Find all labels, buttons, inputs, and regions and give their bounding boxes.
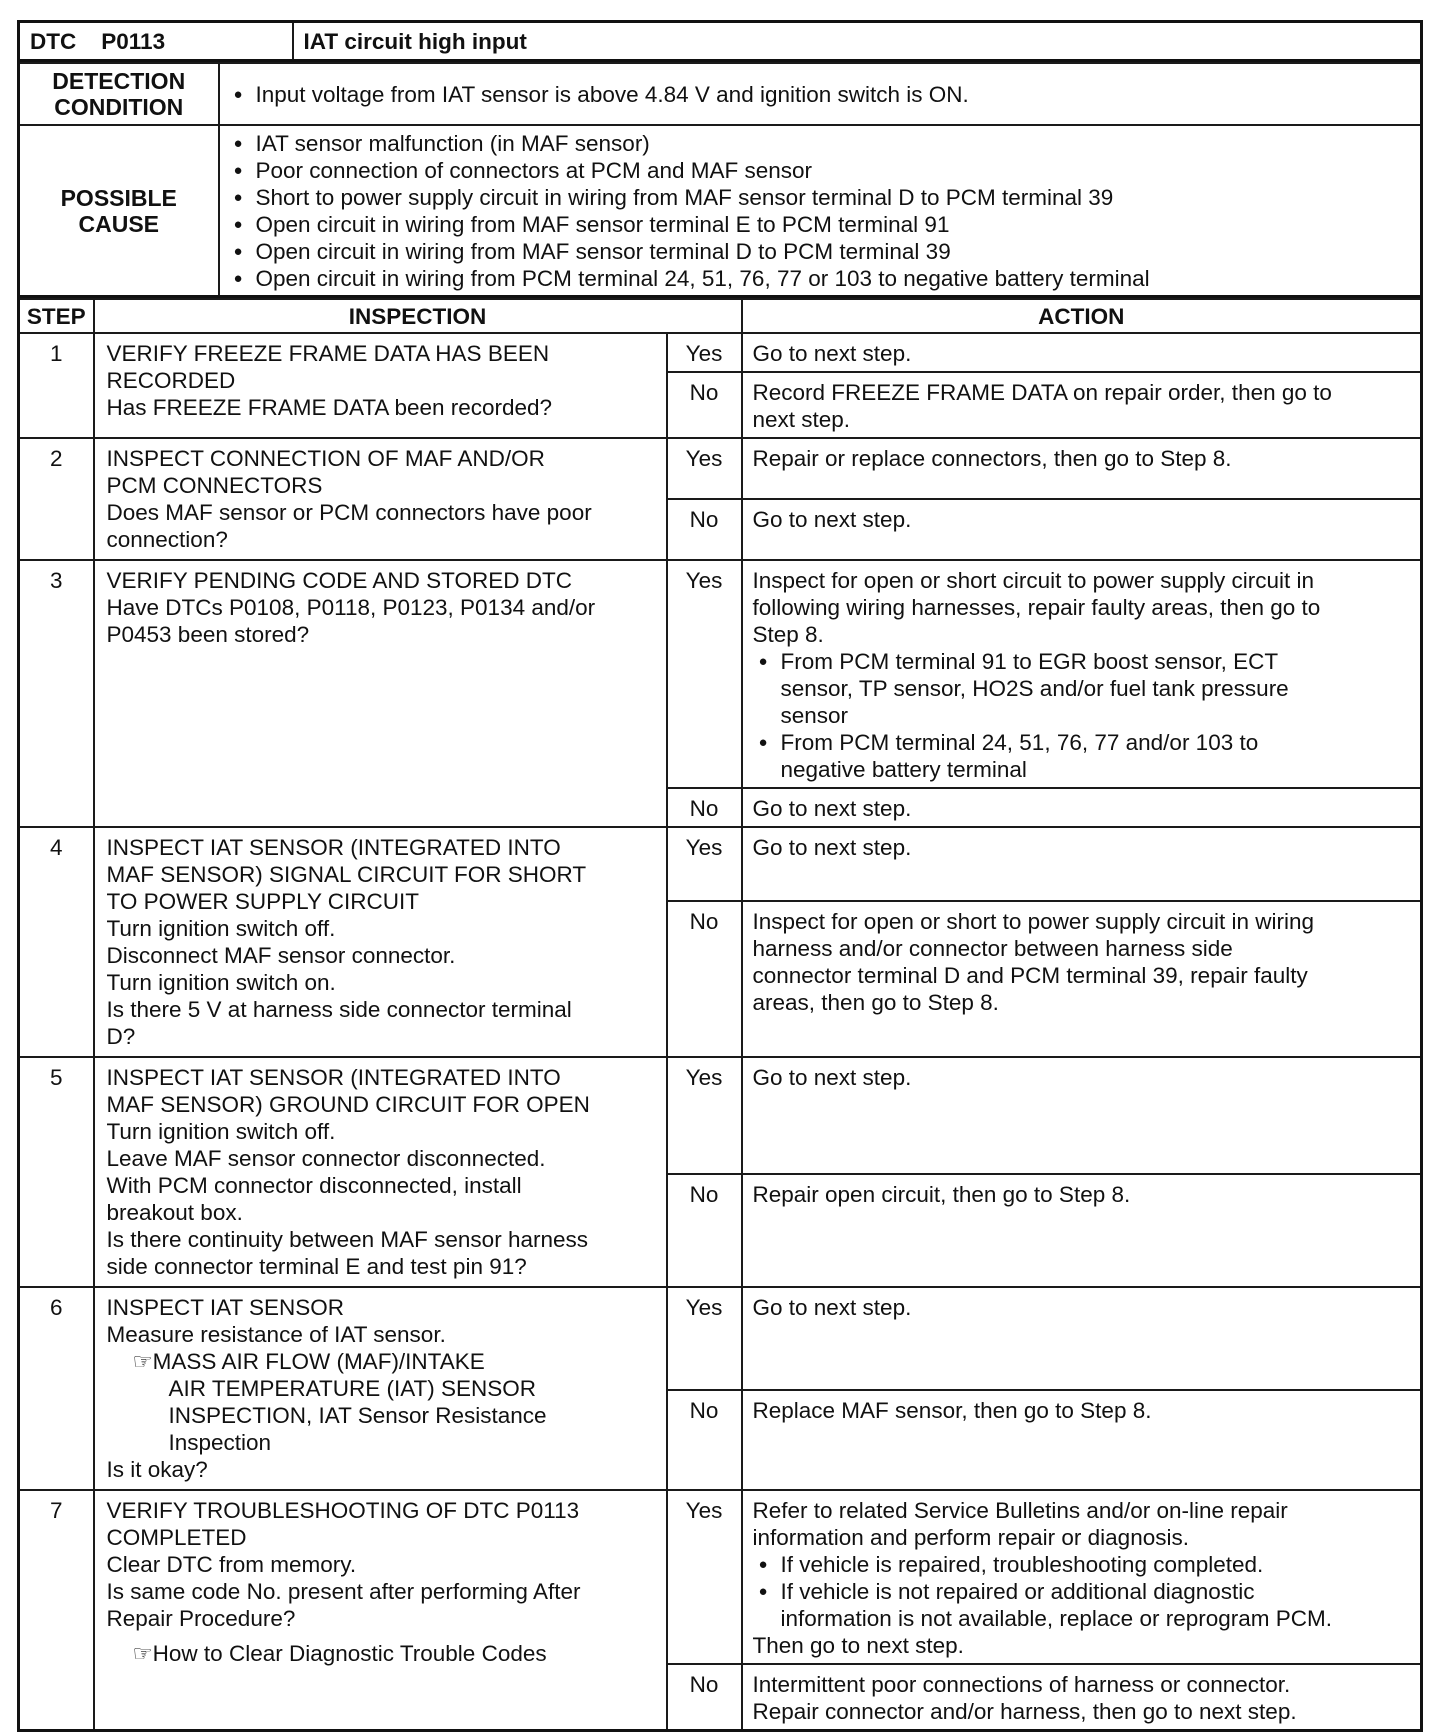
- column-header-action: ACTION: [742, 299, 1422, 333]
- bullet-line: sensor: [780, 703, 849, 728]
- yes-label: Yes: [667, 827, 742, 901]
- action-line: Go to next step.: [752, 1295, 912, 1320]
- inspection-line: breakout box.: [106, 1200, 243, 1225]
- bullet-line: sensor, TP sensor, HO2S and/or fuel tank pressure: [780, 676, 1289, 701]
- possible-cause-list: [228, 130, 1413, 292]
- step-row-yes: [19, 333, 1422, 372]
- inspection-line: With PCM connector disconnected, install: [106, 1173, 522, 1198]
- bullet-line: ● From PCM terminal 24, 51, 76, 77 and/or 103 to: [780, 730, 1259, 755]
- yes-action: [742, 1057, 1422, 1174]
- action-bullet-item: [753, 729, 1411, 783]
- inspection-line: Is it okay?: [106, 1457, 208, 1482]
- action-line: Go to next step.: [752, 507, 912, 532]
- step-row-yes: [19, 1490, 1422, 1664]
- yes-action: [742, 438, 1422, 499]
- inspection-reference: [107, 1348, 656, 1456]
- bullet-line: ● From PCM terminal 91 to EGR boost sensor, ECT: [780, 649, 1279, 674]
- inspection-line: Measure resistance of IAT sensor.: [106, 1322, 446, 1347]
- step-inspection: [94, 1490, 667, 1731]
- step-inspection: [94, 333, 667, 438]
- yes-label: Yes: [667, 560, 742, 788]
- step-number: 7: [19, 1490, 94, 1731]
- cause-item: ● Open circuit in wiring from MAF sensor terminal D to PCM terminal 39: [228, 238, 1413, 265]
- inspection-line: RECORDED: [106, 368, 236, 393]
- pointing-hand-icon: ☞: [132, 1641, 153, 1666]
- detection-label-line1: DETECTION: [52, 68, 186, 94]
- inspection-line: TO POWER SUPPLY CIRCUIT: [106, 889, 420, 914]
- column-header-step: STEP: [19, 299, 94, 333]
- no-action: [742, 901, 1422, 1057]
- action-bullet-item: [753, 648, 1411, 729]
- no-action: [742, 1664, 1422, 1731]
- inspection-line: Disconnect MAF sensor connector.: [106, 943, 456, 968]
- action-line: Record FREEZE FRAME DATA on repair order, then go to: [752, 380, 1332, 405]
- inspection-line: VERIFY TROUBLESHOOTING OF DTC P0113: [106, 1498, 580, 1523]
- inspection-line: PCM CONNECTORS: [106, 473, 323, 498]
- inspection-line: INSPECT IAT SENSOR (INTEGRATED INTO: [106, 1065, 561, 1090]
- yes-action: [742, 333, 1422, 372]
- no-label: No: [667, 499, 742, 560]
- dtc-code-cell: [19, 22, 293, 61]
- inspection-line: MAF SENSOR) GROUND CIRCUIT FOR OPEN: [106, 1092, 590, 1117]
- inspection-reference: [107, 1640, 656, 1667]
- reference-text: How to Clear Diagnostic Trouble Codes: [152, 1641, 547, 1666]
- yes-label: Yes: [667, 1057, 742, 1174]
- cause-item: ● Short to power supply circuit in wiring from MAF sensor terminal D to PCM terminal 39: [228, 184, 1413, 211]
- inspection-line: VERIFY PENDING CODE AND STORED DTC: [106, 568, 572, 593]
- inspection-line: Has FREEZE FRAME DATA been recorded?: [106, 395, 553, 420]
- dtc-title: IAT circuit high input: [293, 22, 1422, 61]
- yes-action: [742, 1287, 1422, 1390]
- inspection-line: Does MAF sensor or PCM connectors have poor: [106, 500, 592, 525]
- yes-action: [742, 560, 1422, 788]
- no-action: [742, 372, 1422, 438]
- no-label: No: [667, 788, 742, 827]
- step-number: 2: [19, 438, 94, 560]
- inspection-line: Is there continuity between MAF sensor harness: [106, 1227, 588, 1252]
- inspection-line: side connector terminal E and test pin 91?: [106, 1254, 527, 1279]
- yes-action: [742, 1490, 1422, 1664]
- no-label: No: [667, 1174, 742, 1287]
- no-label: No: [667, 1390, 742, 1490]
- cause-item: ● Poor connection of connectors at PCM and MAF sensor: [228, 157, 1413, 184]
- dtc-header-table: [17, 20, 1423, 62]
- bullet-line: information is not available, replace or reprogram PCM.: [780, 1606, 1332, 1631]
- detection-condition-label: [19, 63, 219, 125]
- action-line: Go to next step.: [752, 341, 912, 366]
- yes-label: Yes: [667, 333, 742, 372]
- action-line: Repair or replace connectors, then go to Step 8.: [752, 446, 1232, 471]
- action-line: following wiring harnesses, repair faulty areas, then go to: [752, 595, 1321, 620]
- action-line: connector terminal D and PCM terminal 39, repair faulty: [752, 962, 1308, 988]
- action-line: next step.: [752, 407, 851, 432]
- steps-table: [17, 298, 1423, 1732]
- reference-text: MASS AIR FLOW (MAF)/INTAKE: [152, 1349, 485, 1374]
- detection-item: ● Input voltage from IAT sensor is above 4.84 V and ignition switch is ON.: [228, 81, 1413, 108]
- action-line: Replace MAF sensor, then go to Step 8.: [752, 1397, 1152, 1423]
- inspection-line: VERIFY FREEZE FRAME DATA HAS BEEN: [106, 341, 550, 366]
- action-line: areas, then go to Step 8.: [752, 989, 999, 1015]
- action-line: Repair open circuit, then go to Step 8.: [752, 1182, 1131, 1208]
- action-line: Inspect for open or short circuit to power supply circuit in: [752, 568, 1315, 593]
- inspection-line: INSPECT CONNECTION OF MAF AND/OR: [106, 446, 545, 471]
- step-row-yes: [19, 827, 1422, 901]
- step-number: 3: [19, 560, 94, 827]
- action-bullet-item: [753, 1578, 1411, 1632]
- cause-item: ● Open circuit in wiring from PCM terminal 24, 51, 76, 77 or 103 to negative battery terminal: [228, 265, 1413, 292]
- inspection-line: Turn ignition switch off.: [106, 916, 336, 941]
- bullet-line: ● If vehicle is repaired, troubleshooting completed.: [780, 1552, 1264, 1577]
- action-line: Repair connector and/or harness, then go to next step.: [752, 1699, 1297, 1724]
- action-line: Go to next step.: [752, 796, 912, 821]
- inspection-line: COMPLETED: [106, 1525, 247, 1550]
- step-inspection: [94, 1287, 667, 1490]
- inspection-line: Repair Procedure?: [106, 1606, 296, 1631]
- inspection-line: Clear DTC from memory.: [106, 1552, 357, 1577]
- step-row-yes: [19, 438, 1422, 499]
- no-label: No: [667, 1664, 742, 1731]
- dtc-procedure-page: [17, 20, 1423, 1724]
- step-inspection: [94, 1057, 667, 1287]
- action-line: Then go to next step.: [752, 1633, 964, 1658]
- bullet-line: ● If vehicle is not repaired or additional diagnostic: [780, 1579, 1255, 1604]
- bullet-line: negative battery terminal: [780, 757, 1027, 782]
- possible-cause-label-line1: POSSIBLE: [60, 184, 177, 211]
- action-line: information and perform repair or diagnosis.: [752, 1525, 1189, 1550]
- no-action: [742, 788, 1422, 827]
- inspection-line: INSPECT IAT SENSOR: [106, 1295, 345, 1320]
- no-label: No: [667, 372, 742, 438]
- step-inspection: [94, 560, 667, 827]
- inspection-line: D?: [106, 1024, 136, 1049]
- no-action: [742, 1390, 1422, 1490]
- action-line: harness and/or connector between harness side: [752, 935, 1233, 961]
- inspection-line: Turn ignition switch on.: [106, 970, 336, 995]
- detection-list: [228, 81, 1413, 108]
- action-bullet-list: [753, 648, 1411, 783]
- inspection-line: Is same code No. present after performing After: [106, 1579, 581, 1604]
- reference-line: Inspection: [168, 1430, 272, 1455]
- dtc-label: DTC: [30, 28, 77, 54]
- possible-cause-label-line2: CAUSE: [78, 210, 159, 237]
- dtc-code: P0113: [101, 28, 166, 54]
- column-header-inspection: INSPECTION: [94, 299, 742, 333]
- step-number: 5: [19, 1057, 94, 1287]
- yes-action: [742, 827, 1422, 901]
- inspection-line: Leave MAF sensor connector disconnected.: [106, 1146, 546, 1171]
- reference-line: INSPECTION, IAT Sensor Resistance: [168, 1403, 547, 1428]
- steps-body: [19, 333, 1422, 1731]
- inspection-line: P0453 been stored?: [106, 622, 310, 647]
- step-number: 6: [19, 1287, 94, 1490]
- yes-label: Yes: [667, 438, 742, 499]
- step-row-yes: [19, 1287, 1422, 1390]
- possible-cause-cell: [219, 125, 1422, 297]
- inspection-line: MAF SENSOR) SIGNAL CIRCUIT FOR SHORT: [106, 862, 587, 887]
- action-bullet-list: [753, 1551, 1411, 1632]
- no-action: [742, 499, 1422, 560]
- action-line: Go to next step.: [752, 1065, 912, 1090]
- no-label: No: [667, 901, 742, 1057]
- inspection-line: INSPECT IAT SENSOR (INTEGRATED INTO: [106, 835, 561, 860]
- yes-label: Yes: [667, 1287, 742, 1390]
- action-line: Refer to related Service Bulletins and/or on-line repair: [752, 1498, 1288, 1523]
- step-number: 4: [19, 827, 94, 1057]
- action-line: Inspect for open or short to power supply circuit in wiring: [752, 908, 1315, 934]
- reference-line: AIR TEMPERATURE (IAT) SENSOR: [168, 1376, 537, 1401]
- pointing-hand-icon: ☞: [132, 1349, 153, 1374]
- reference-line: [107, 1348, 656, 1375]
- yes-label: Yes: [667, 1490, 742, 1664]
- step-row-yes: [19, 560, 1422, 788]
- inspection-line: Have DTCs P0108, P0118, P0123, P0134 and/or: [106, 595, 596, 620]
- action-line: Go to next step.: [752, 835, 912, 860]
- inspection-line: Is there 5 V at harness side connector terminal: [106, 997, 572, 1022]
- step-row-yes: [19, 1057, 1422, 1174]
- inspection-line: connection?: [106, 527, 228, 552]
- step-number: 1: [19, 333, 94, 438]
- no-action: [742, 1174, 1422, 1287]
- step-inspection: [94, 438, 667, 560]
- detection-condition-cell: [219, 63, 1422, 125]
- action-line: Intermittent poor connections of harness or connector.: [752, 1672, 1291, 1697]
- cause-item: ● Open circuit in wiring from MAF sensor terminal E to PCM terminal 91: [228, 211, 1413, 238]
- inspection-line: Turn ignition switch off.: [106, 1119, 336, 1144]
- possible-cause-label: [19, 125, 219, 297]
- condition-table: [17, 62, 1423, 298]
- action-bullet-item: [753, 1551, 1411, 1578]
- action-line: Step 8.: [752, 622, 824, 647]
- step-inspection: [94, 827, 667, 1057]
- detection-label-line2: CONDITION: [54, 94, 184, 120]
- cause-item: ● IAT sensor malfunction (in MAF sensor): [228, 130, 1413, 157]
